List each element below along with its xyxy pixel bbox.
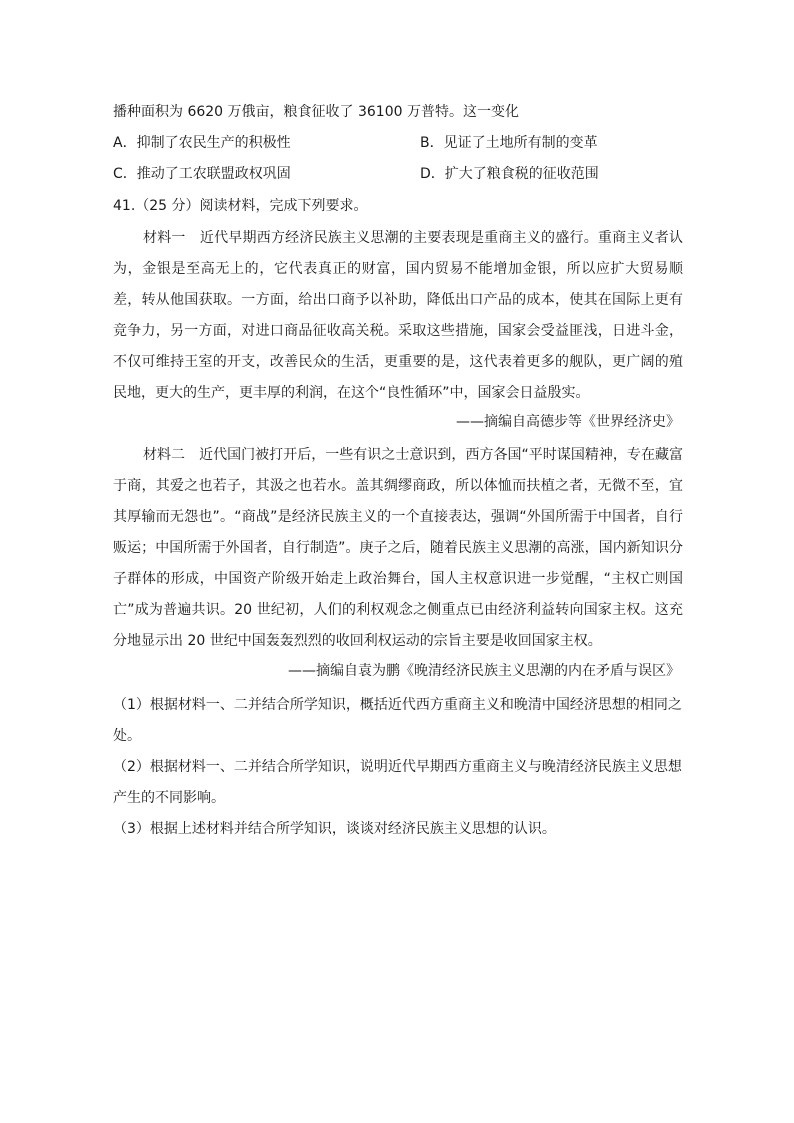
question-3: （3）根据上述材料并结合所学知识，谈谈对经济民族主义思想的认识。 [113,821,556,837]
question-41-header: 41.（25 分）阅读材料，完成下列要求。 [113,198,368,214]
option-b: B．见证了土地所有制的变革 [420,135,598,151]
material-1-text: 材料一 近代早期西方经济民族主义思潮的主要表现是重商主义的盛行。重商主义者认为，金银是至高无上的，它代表真正的财富，国内贸易不能增加金银，所以应扩大贸易顺差，转从他国获取。一方面，给出口商予以补助，降低出口产品的成本，使其在国际上更有竞争力，另一方面，对进口商品征收高关税。采取这些措施，国家会受益匪浅，日进斗金，不仅可维持王室的开支，改善民众的生活，更重要的是，这代表着更多的舰队，更广阔的殖民地，更大的生产，更丰厚的利润，在这个“良性循环”中，国家会日益殷实。 [113,230,683,401]
material-1-source: ——摘编自高德步等《世界经济史》 [456,414,680,430]
option-c: C．推动了工农联盟政权巩固 [113,166,291,182]
question-2: （2）根据材料一、二并结合所学知识，说明近代早期西方重商主义与晚清经济民族主义思想产生的不同影响。 [113,759,682,806]
question-1: （1）根据材料一、二并结合所学知识，概括近代西方重商主义和晚清中国经济思想的相同之处。 [113,697,682,744]
option-a: A．抑制了农民生产的积极性 [113,135,291,151]
material-2-source: ——摘编自袁为鹏《晚清经济民族主义思潮的内在矛盾与误区》 [288,663,680,679]
option-d: D．扩大了粮食税的征收范围 [420,166,599,182]
material-2-text: 材料二 近代国门被打开后，一些有识之士意识到，西方各国“平时谋国精神，专在藏富于商，其爱之也若子，其汲之也若水。盖其绸缪商政，所以体恤而扶植之者，无微不至，宜其厚输而无怨也”。“商战”是经济民族主义的一个直接表达，强调“外国所需于中国者，自行贩运；中国所需于外国者，自行制造”。庚子之后，随着民族主义思潮的高涨，国内新知识分子群体的形成，中国资产阶级开始走上政治舞台，国人主权意识进一步觉醒，“主权亡则国亡”成为普遍共识。20 世纪初，人们的利权观念之侧重点已由经济利益转向国家主权。这充分地显示出 20 世纪中国轰轰烈烈的收回利权运动的宗旨主要是收回国家主权。 [113,447,683,649]
question-stem-continuation: 播种面积为 6620 万俄亩，粮食征收了 36100 万普特。这一变化 [113,104,519,120]
